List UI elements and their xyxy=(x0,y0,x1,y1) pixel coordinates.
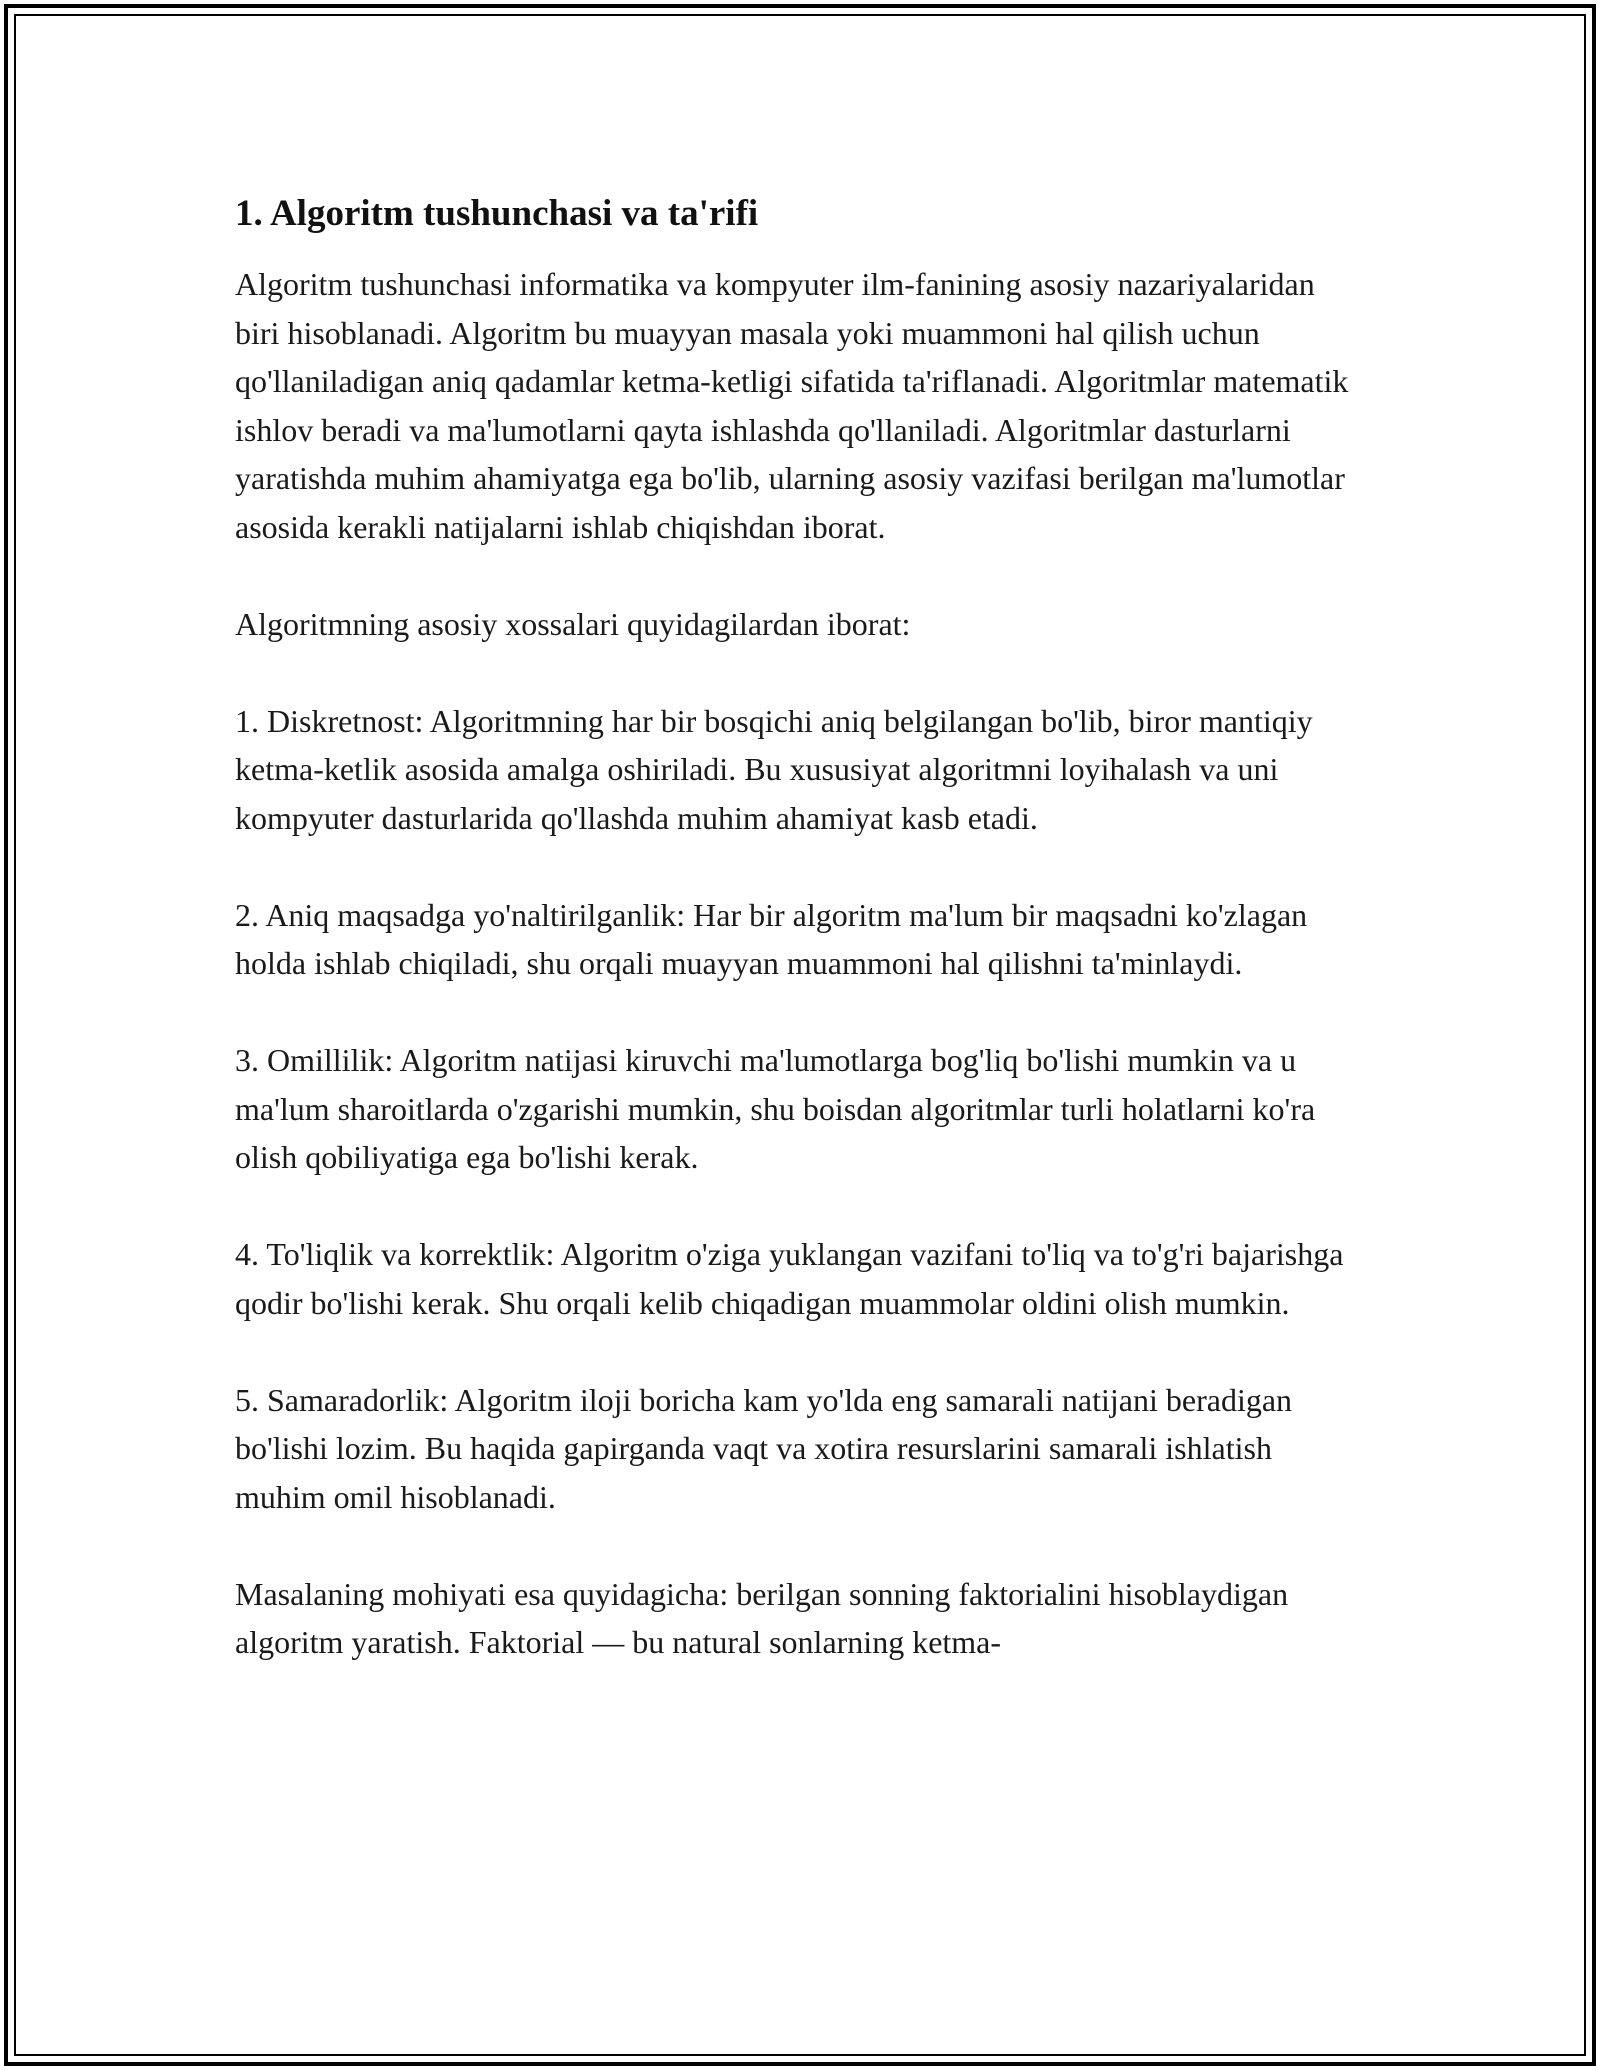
paragraph-property-1: 1. Diskretnost: Algoritmning har bir bosqichi aniq belgilangan bo'lib, biror mantiqiy ketma-ketlik asosida amalga oshiriladi. Bu xususiyat algoritmni loyihalash va uni kompyuter dasturlarida qo'llashda muhim ahamiyat kasb etadi. xyxy=(235,702,1313,836)
paragraph-property-5: 5. Samaradorlik: Algoritm iloji boricha kam yo'lda eng samarali natijani beradigan bo'lishi lozim. Bu haqida gapirganda vaqt va xotira resurslarini samarali ishlatish muhim omil hisoblanadi. xyxy=(235,1381,1293,1515)
paragraph-property-4: 4. To'liqlik va korrektlik: Algoritm o'ziga yuklangan vazifani to'liq va to'g'ri bajarishga qodir bo'lishi kerak. Shu orqali kelib chiqadigan muammolar oldini olish mumkin. xyxy=(235,1236,1344,1321)
document-body xyxy=(235,190,1365,1667)
paragraph-property-2: 2. Aniq maqsadga yo'naltirilganlik: Har bir algoritm ma'lum bir maqsadni ko'zlagan holda ishlab chiqiladi, shu orqali muayyan muammoni hal qilishni ta'minlaydi. xyxy=(235,896,1308,981)
paragraph-problem-statement: Masalaning mohiyati esa quyidagicha: berilgan sonning faktorialini hisoblaydigan algoritm yaratish. Faktorial — bu natural sonlarning ketma- xyxy=(235,1575,1289,1660)
paragraph-property-3: 3. Omillilik: Algoritm natijasi kiruvchi ma'lumotlarga bog'liq bo'lishi mumkin va u ma'lum sharoitlarda o'zgarishi mumkin, shu boisdan algoritmlar turli holatlarni ko'ra olish qobiliyatiga ega bo'lishi kerak. xyxy=(235,1042,1316,1175)
paragraph-properties-intro: Algoritmning asosiy xossalari quyidagilardan iborat: xyxy=(235,605,911,642)
section-title: 1. Algoritm tushunchasi va ta'rifi xyxy=(235,193,759,234)
paragraph-definition: Algoritm tushunchasi informatika va kompyuter ilm-fanining asosiy nazariyalaridan biri hisoblanadi. Algoritm bu muayyan masala yoki muammoni hal qilish uchun qo'llaniladigan aniq qadamlar ketma-ketligi sifatida ta'riflanadi. Algoritmlar matematik ishlov beradi va ma'lumotlarni qayta ishlashda qo'llaniladi. Algoritmlar dasturlarni yaratishda muhim ahamiyatga ega bo'lib, ularning asosiy vazifasi berilgan ma'lumotlar asosida kerakli natijalarni ishlab chiqishdan iborat. xyxy=(235,266,1349,545)
